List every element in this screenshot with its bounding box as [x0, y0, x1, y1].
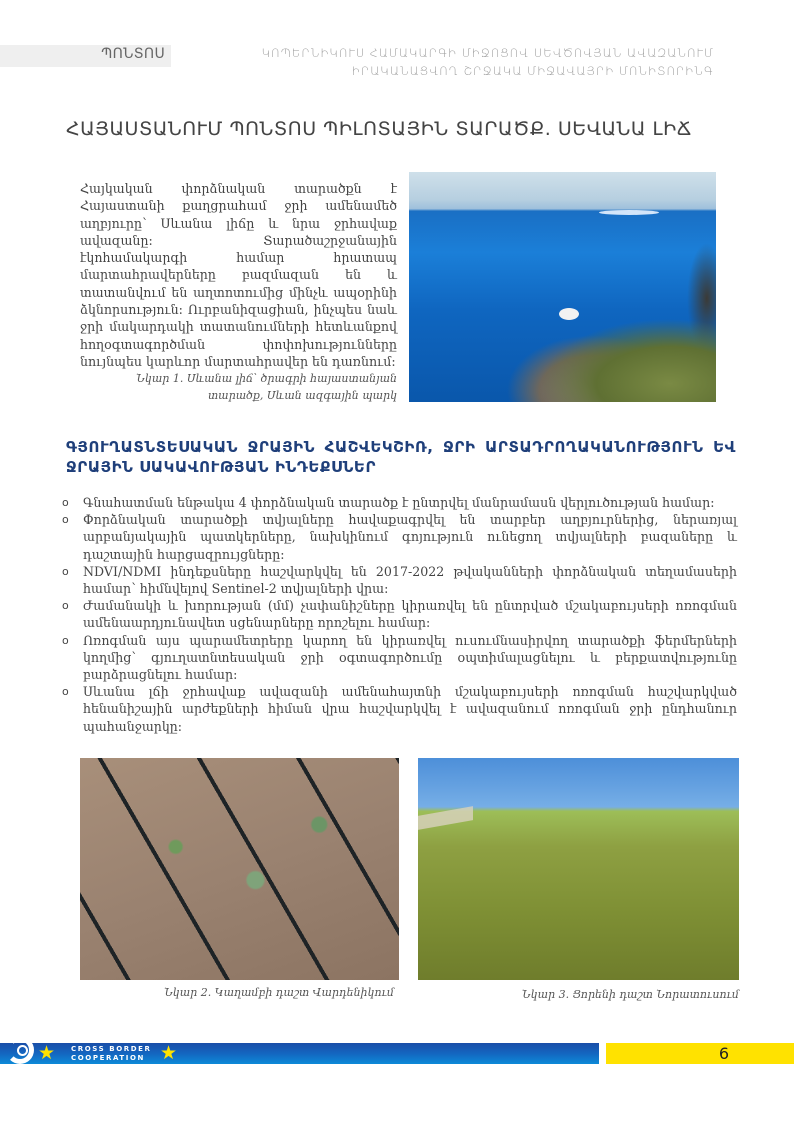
swirl-logo-dot-icon: [17, 1045, 28, 1056]
footer-yellow-band: [606, 1043, 794, 1064]
project-name: ՊՈՆՏՈՍ: [101, 46, 165, 62]
figure2-caption: Նկար 2. Կաղամբի դաշտ Վարդենիկում: [164, 986, 394, 999]
star-icon: ★: [160, 1042, 178, 1064]
figure1-caption: [110, 370, 397, 404]
list-item: o Ժամանակի և խորության (մմ) չափանիշները կիրառվել են ընտրված մշակաբույսերի ոռոգման ամենաարդյունավետ սցենարները որոշելու համար:: [62, 598, 737, 631]
bullet-circle-icon: o: [62, 513, 69, 527]
intro-paragraph: Հայկական փորձնական տարածքն է Հայաստանի քաղցրահամ ջրի ամենամեծ աղբյուրը՝ Սևանա լիճը և նրա ջրհավաք ավազանը: Տարածաշրջանային էկոհամակարգի համար հրատապ մարտահրավերները բազմազան են և տատանվում են աղտոտումից մինչև ապօրինի ձկնորսություն: Ուրբանիզացիան, ինչպես նաև ջրի մակարդակի տատանումների հետևանքով հողօգտագործման փոփոխությունները նույնպես կարևոր մարտահրավեր են դառնում:: [80, 181, 397, 369]
list-item: o Ոռոգման այս պարամետրերը կարող են կիրառվել ուսումնասիրվող տարածքի ֆերմերների կողմից՝ գյուղատնտեսական ջրի օգտագործումը օպտիմալացնելու և բերքատվությունը բարձրացնելու համար:: [62, 632, 737, 683]
header-subtitle: [262, 44, 714, 80]
list-item: o Փորձնական տարածքի տվյալները հավաքագրվել են տարբեր աղբյուրներից, ներառյալ արբանյակային պատկերները, նախկինում գոյություն ունեցող տվյալների բազաները և դաշտային հարցազրույցները:: [62, 512, 737, 562]
wheat-field-photo: [418, 758, 739, 980]
bullet-circle-icon: o: [62, 633, 69, 647]
cross-border-logo-text: CROSS BORDER COOPERATION: [71, 1045, 152, 1062]
figure3-caption: Նկար 3. Ցորենի դաշտ Նորատուսում: [521, 988, 739, 1001]
section-heading: ԳՅՈՒՂԱՏՆՏԵՍԱԿԱՆ ՋՐԱՅԻՆ ՀԱՇՎԵԿՇԻՌ, ՋՐԻ ԱՐՏԱԴՐՈՂԱԿԱՆՈՒԹՅՈՒՆ ԵՎ ՋՐԱՅԻՆ ՍԱԿԱՎՈՒԹՅԱՆ ԻՆԴԵՔՍՆԵՐ: [66, 438, 736, 476]
bullet-circle-icon: o: [62, 599, 69, 613]
header-subtitle-line2: ԻՐԱԿԱՆԱՑՎՈՂ ՇՐՋԱԿԱ ՄԻՋԱՎԱՅՐԻ ՄՈՆԻՏՈՐԻՆԳ: [351, 64, 714, 78]
page-number: 6: [718, 1044, 729, 1063]
list-item: o Գնահատման ենթակա 4 փորձնական տարածք է ընտրվել մանրամասն վերլուծության համար:: [62, 495, 715, 510]
list-item: o NDVI/NDMI ինդեքսները հաշվարկվել են 2017-2022 թվականների փորձնական տեղամասերի համար՝ հիմնվելով Sentinel-2 տվյալների վրա:: [62, 563, 737, 597]
cabbage-field-photo: [80, 758, 399, 980]
figure1-caption-line1: Նկար 1. Սևանա լիճ՝ ծրագրի հայաստանյան: [136, 372, 397, 385]
bullet-list: [62, 494, 737, 735]
list-item: o Սևանա լճի ջրհավաք ավազանի ամենահայտնի մշակաբույսերի ոռոգման հաշվարկված հենանիշային արժեքների հիման վրա հաշվարկվել է ավազանում ոռոգման ջրի ընդհանուր պահանջարկը:: [62, 684, 737, 734]
bullet-circle-icon: o: [62, 685, 69, 699]
header-project-tab: [0, 45, 171, 67]
star-icon: ★: [38, 1042, 56, 1064]
bullet-circle-icon: o: [62, 564, 69, 578]
boat-wake: [599, 210, 659, 215]
page-title: ՀԱՅԱՍՏԱՆՈՒՄ ՊՈՆՏՈՍ ՊԻԼՈՏԱՅԻՆ ՏԱՐԱԾՔ. ՍԵՎԱՆԱ ԼԻՃ: [66, 118, 692, 140]
dirt-road: [418, 806, 473, 830]
figure1-caption-line2: տարածք, Սևան ազգային պարկ: [207, 389, 397, 402]
bullet-circle-icon: o: [62, 496, 69, 509]
header-subtitle-line1: ԿՈՊԵՐՆԻԿՈՒՍ ՀԱՄԱԿԱՐԳԻ ՄԻՋՈՑՈՎ ՍԵՎԾՈՎՅԱՆ ԱՎԱԶԱՆՈՒՄ: [261, 46, 714, 60]
seagull: [559, 308, 579, 320]
lake-sevan-photo: [409, 172, 716, 402]
